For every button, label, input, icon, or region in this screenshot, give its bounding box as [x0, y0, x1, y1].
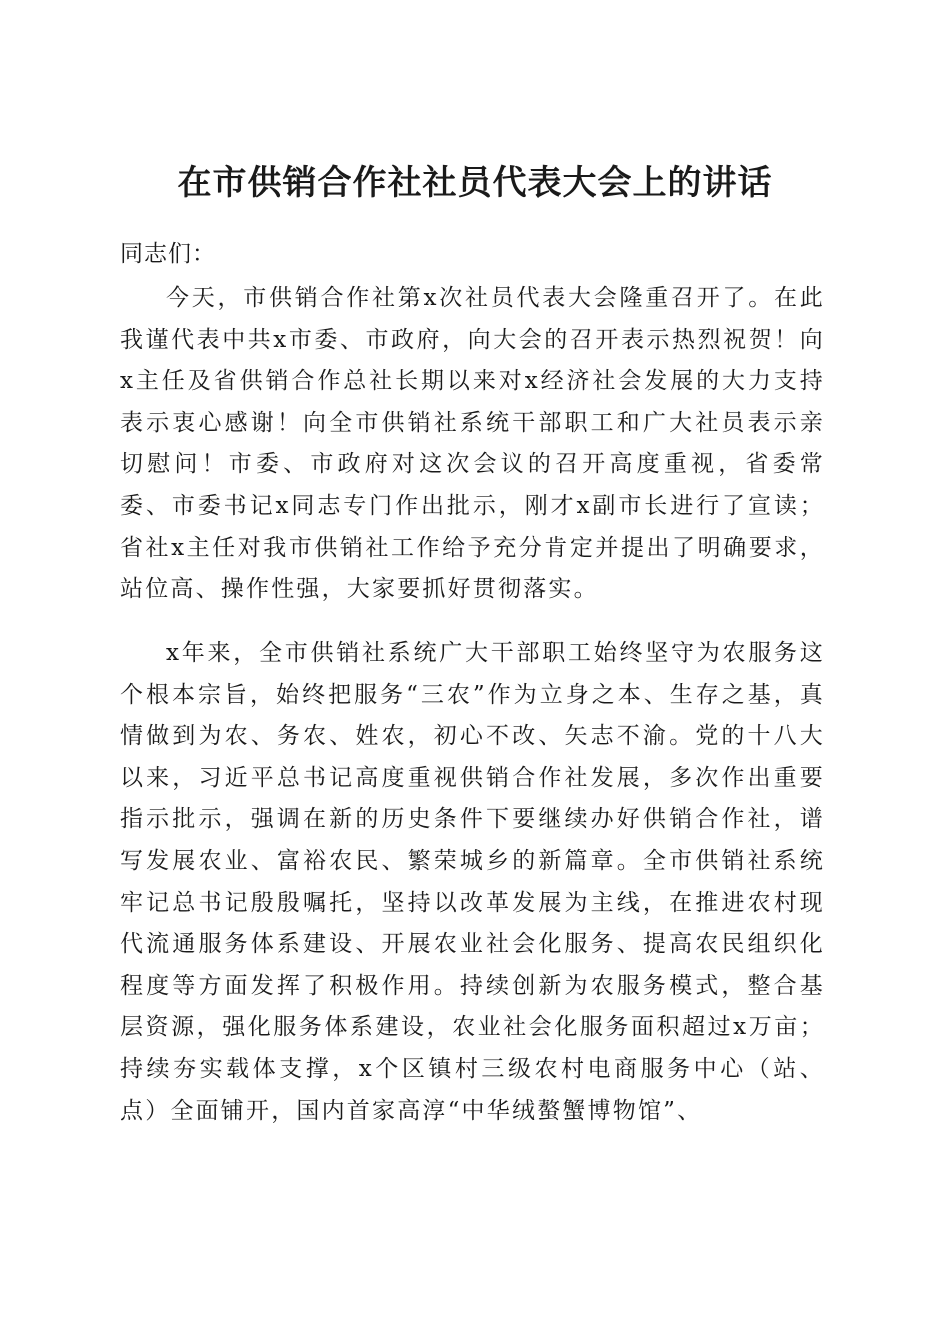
- greeting: 同志们：: [120, 241, 216, 267]
- paragraph-1: 今天，市供销合作社第x次社员代表大会隆重召开了。在此我谨代表中共x市委、市政府，向大会的召开表示热烈祝贺！向x主任及省供销合作总社长期以来对x经济社会发展的大力支持表示衷心感谢！向全市供销社系统干部职工和广大社员表示亲切慰问！市委、市政府对这次会议的召开高度重视，省委常委、市委书记x同志专门作出批示，刚才x副市长进行了宣读；省社x主任对我市供销社工作给予充分肯定并提出了明确要求，站位高、操作性强，大家要抓好贯彻落实。: [120, 285, 825, 603]
- document-title: 在市供销合作社社员代表大会上的讲话: [177, 162, 773, 203]
- paragraph-2: x年来，全市供销社系统广大干部职工始终坚守为农服务这个根本宗旨，始终把服务“三农”作为立身之本、生存之基，真情做到为农、务农、姓农，初心不改、矢志不渝。党的十八大以来，习近平总书记高度重视供销合作社发展，多次作出重要指示批示，强调在新的历史条件下要继续办好供销合作社，谱写发展农业、富裕农民、繁荣城乡的新篇章。全市供销社系统牢记总书记殷殷嘱托，坚持以改革发展为主线，在推进农村现代流通服务体系建设、开展农业社会化服务、提高农民组织化程度等方面发挥了积极作用。持续创新为农服务模式，整合基层资源，强化服务体系建设，农业社会化服务面积超过x万亩；持续夯实载体支撑，x个区镇村三级农村电商服务中心（站、点）全面铺开，国内首家高淳“中华绒螯蟹博物馆”、: [120, 640, 825, 1124]
